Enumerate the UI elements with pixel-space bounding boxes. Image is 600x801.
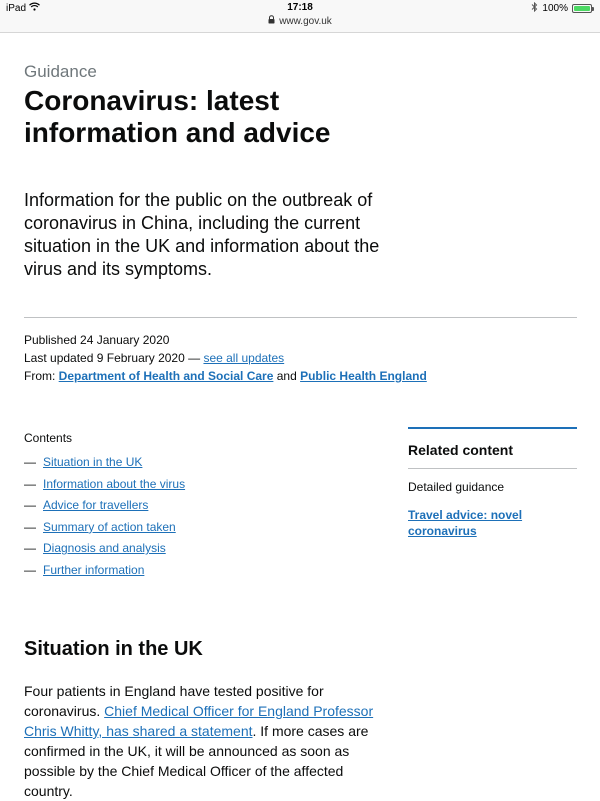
lock-icon — [268, 15, 275, 27]
page-title: Coronavirus: latest information and advice — [24, 85, 331, 148]
bluetooth-icon — [531, 2, 538, 15]
paragraph-text-start: Four patients in England have tested positive for coronavirus. — [24, 683, 324, 719]
last-updated-text: Last updated 9 February 2020 — — [24, 351, 204, 365]
contents-item — [24, 474, 304, 496]
contents-and-related — [24, 427, 577, 592]
metadata — [24, 331, 577, 385]
contents-item — [24, 517, 304, 539]
related-subtitle: Detailed guidance — [408, 480, 505, 494]
battery-icon — [572, 4, 592, 13]
address-bar[interactable] — [0, 15, 600, 27]
section-title: Situation in the UK — [24, 638, 203, 660]
url-text[interactable]: www.gov.uk — [279, 15, 332, 27]
contents-item — [24, 560, 304, 582]
cmo-statement-link[interactable]: Chief Medical Officer for England Professor Chris Whitty, has shared a statement — [24, 703, 374, 739]
dash: — — [24, 455, 36, 469]
contents-link-travellers[interactable]: Advice for travellers — [43, 498, 149, 513]
dash: — — [24, 519, 36, 534]
and-text: and — [273, 369, 301, 383]
contents-item — [24, 538, 304, 560]
contents-link-diagnosis[interactable]: Diagnosis and analysis — [43, 541, 166, 556]
device-label: iPad — [6, 2, 27, 14]
published-date: Published 24 January 2020 — [24, 333, 170, 347]
page-content — [24, 33, 577, 801]
contents-list — [24, 427, 304, 582]
contents-item — [24, 495, 304, 517]
page-caption: Guidance — [24, 62, 97, 81]
status-bar — [0, 0, 600, 33]
divider — [24, 317, 577, 318]
dash: — — [24, 541, 36, 556]
battery-level — [574, 6, 590, 11]
related-content — [408, 427, 577, 539]
contents-title: Contents — [24, 431, 73, 445]
contents-link-situation[interactable]: Situation in the UK — [43, 455, 143, 469]
from-organisations — [24, 367, 577, 385]
org-phe-link[interactable]: Public Health England — [300, 369, 427, 383]
section-paragraph — [24, 681, 386, 801]
contents-item — [24, 452, 304, 474]
last-updated — [24, 349, 577, 367]
from-label: From: — [24, 369, 59, 383]
contents-link-action[interactable]: Summary of action taken — [43, 519, 176, 534]
see-all-updates-link[interactable]: see all updates — [203, 351, 285, 365]
clock: 17:18 — [287, 2, 313, 13]
dash: — — [24, 498, 36, 513]
related-travel-advice-link[interactable]: Travel advice: novel coronavirus — [408, 508, 523, 538]
lead-paragraph: Information for the public on the outbreak of coronavirus in China, including the current situation in the UK and information about the virus and its symptoms. — [24, 190, 380, 279]
org-dhsc-link[interactable]: Department of Health and Social Care — [58, 369, 274, 383]
status-right — [531, 2, 592, 15]
related-title: Related content — [408, 442, 514, 458]
related-divider — [408, 468, 577, 469]
dash: — — [24, 562, 36, 577]
paragraph-text-end: . If more cases are confirmed in the UK, it will be announced as soon as possible by the Chief Medical Officer of the affected country. — [24, 723, 369, 799]
contents-items — [24, 452, 304, 582]
battery-percent: 100% — [542, 3, 568, 14]
contents-link-virus-info[interactable]: Information about the virus — [43, 476, 186, 491]
contents-link-further[interactable]: Further information — [43, 562, 145, 577]
dash: — — [24, 476, 36, 491]
